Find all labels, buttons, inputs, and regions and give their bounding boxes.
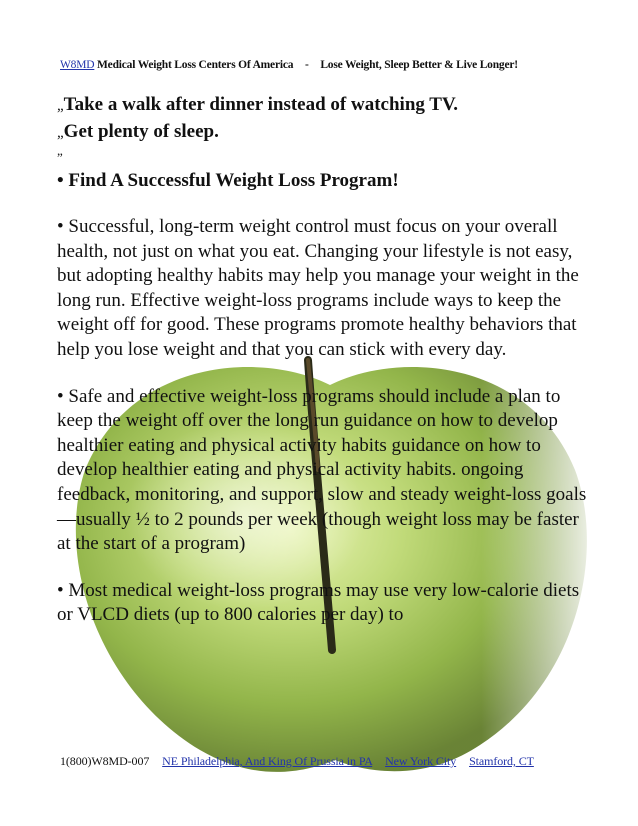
company-name: Medical Weight Loss Centers Of America [97, 59, 294, 71]
closing-quote: ” [57, 150, 63, 165]
tip-text: Take a walk after dinner instead of watching TV. [63, 94, 458, 115]
page-footer [60, 754, 600, 769]
footer-link-stamford[interactable]: Stamford, CT [469, 754, 534, 768]
tip-item [57, 119, 587, 146]
footer-phone: 1(800)W8MD-007 [60, 754, 150, 768]
tip-bullet: „ [57, 125, 64, 141]
paragraph: • Most medical weight-loss programs may use very low-calorie diets or VLCD diets (up to 800 calories per day) to [57, 579, 580, 626]
main-content [57, 92, 587, 628]
footer-link-philadelphia[interactable]: NE Philadelphia, And King Of Prussia in PA [162, 754, 373, 768]
brand-link[interactable]: W8MD [60, 59, 95, 71]
section-heading: • Find A Successful Weight Loss Program! [57, 170, 399, 191]
header-tagline: Lose Weight, Sleep Better & Live Longer! [320, 59, 518, 71]
tip-item [57, 92, 587, 119]
tip-bullet: „ [57, 98, 64, 114]
paragraph: • Successful, long-term weight control must focus on your overall health, not just on what you eat. Changing your lifestyle is not easy, but adopting healthy habits may help you manage your weight in the long run. Effective weight-loss programs include ways to keep the weight off for good. These programs promote healthy behaviors that help you lose weight and that you can stick with every day. [57, 216, 579, 360]
header-separator: - [305, 59, 309, 71]
paragraph: • Safe and effective weight-loss programs should include a plan to keep the weight off over the long run guidance on how to develop healthier eating and physical activity habits guidance on how to develop healthier eating and physical activity habits. ongoing feedback, monitoring, and support, slow and steady weight-loss goals—usually ½ to 2 pounds per week (though weight loss may be faster at the start of a program) [57, 385, 587, 555]
footer-link-new-york[interactable]: New York City [385, 754, 457, 768]
tip-text: Get plenty of sleep. [63, 121, 219, 142]
page-header [60, 59, 600, 71]
